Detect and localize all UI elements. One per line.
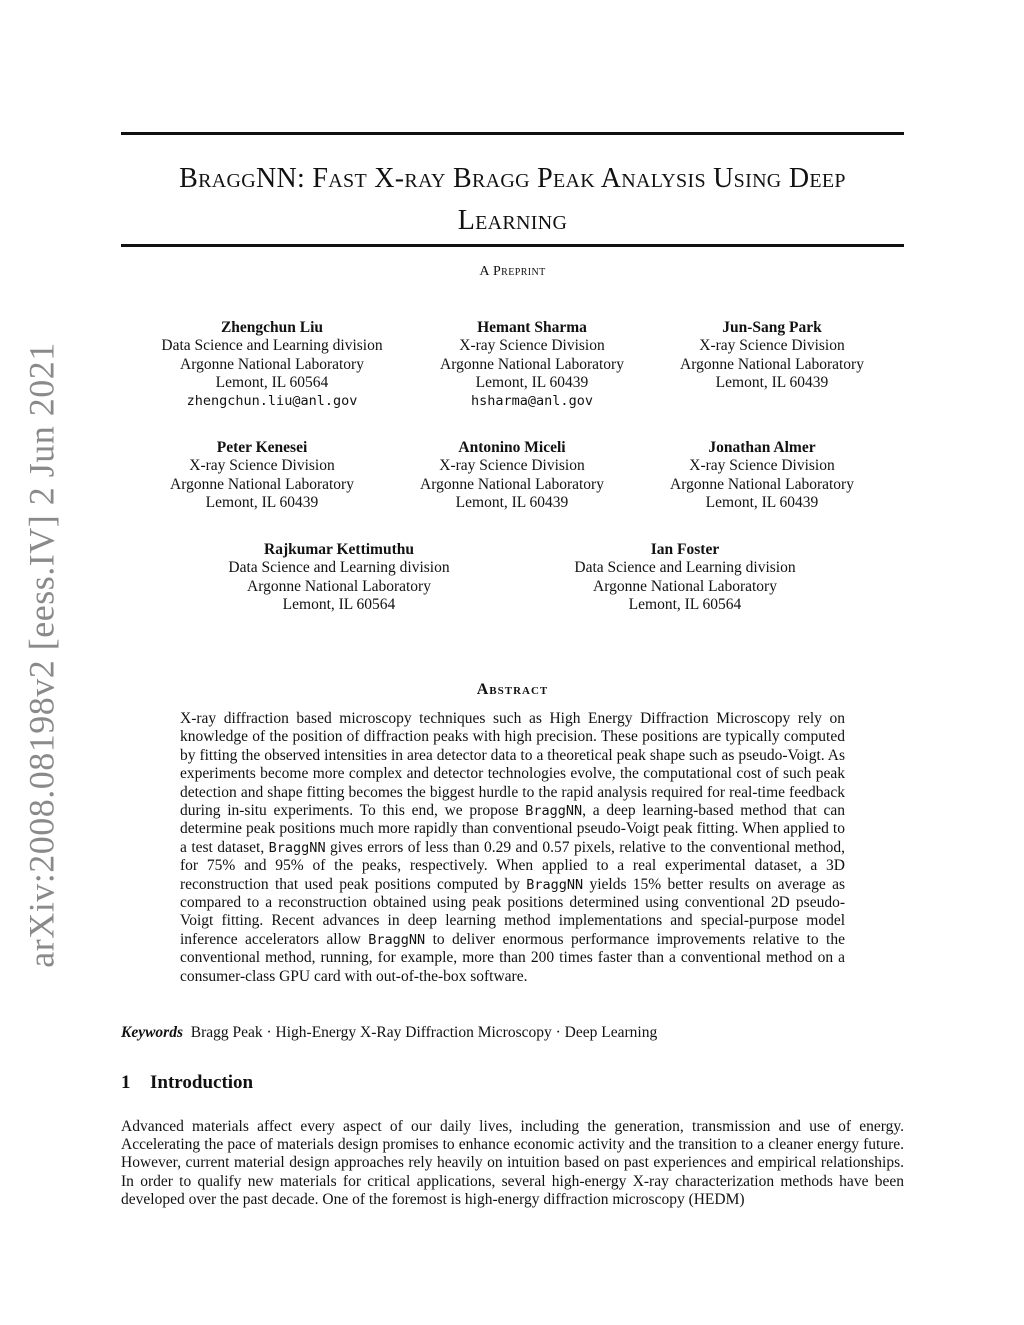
method-name: BraggNN	[268, 839, 326, 856]
section-heading	[121, 1072, 253, 1094]
author-location: Lemont, IL 60564	[628, 595, 742, 613]
author-location: Lemont, IL 60439	[475, 373, 589, 391]
author-lab: Argonne National Laboratory	[247, 577, 431, 595]
author-location: Lemont, IL 60439	[705, 493, 819, 511]
method-name: BraggNN	[368, 931, 426, 948]
intro-paragraph: Advanced materials affect every aspect of our daily lives, including the generation, transmission and use of energy. Accelerating the pace of materials design promises to enhance economic activity and the transition to a cleaner energy future. However, current material design approaches rely heavily on intuition based on past experiences and empirical relationships. In order to qualify new materials for critical applications, several high-energy X-ray characterization methods have been developed over the past decade. One of the foremost is high-energy diffraction microscopy (HEDM)	[121, 1118, 904, 1208]
arxiv-stamp	[12, 342, 72, 968]
author-division: X-ray Science Division	[459, 337, 605, 355]
title-line-2: Learning	[457, 205, 568, 236]
author-block	[141, 319, 403, 410]
author-division: Data Science and Learning division	[161, 337, 383, 355]
author-lab: Argonne National Laboratory	[680, 355, 864, 373]
author-lab: Argonne National Laboratory	[420, 475, 604, 493]
keywords	[121, 1024, 657, 1042]
abstract-part: X-ray diffraction based microscopy techniques such as High Energy Diffraction Microscopy rely on knowledge of the position of diffraction peaks with high precision. These positions are typically computed by fitting the observed intensities in area detector data to a theoretical peak shape such as pseudo-Voigt. As experiments become more complex and detector technologies evolve, the computational cost of such peak detection and shape fitting becomes the biggest hurdle to the rapid analysis required for real-time feedback during in-situ experiments. To this end, we propose	[180, 710, 845, 820]
author-block	[208, 541, 470, 614]
keywords-label: Keywords	[121, 1024, 183, 1041]
paper-title	[121, 158, 904, 242]
author-name: Antonino Miceli	[458, 439, 566, 456]
author-block	[402, 439, 622, 512]
author-location: Lemont, IL 60564	[215, 373, 329, 391]
method-name: BraggNN	[525, 803, 583, 820]
author-division: X-ray Science Division	[699, 337, 845, 355]
author-block	[411, 319, 653, 410]
author-email: zhengchun.liu@anl.gov	[186, 393, 358, 410]
author-name: Rajkumar Kettimuthu	[264, 541, 414, 558]
author-division: X-ray Science Division	[689, 457, 835, 475]
abstract-part: yields 15% better results on average as compared to a reconstruction obtained using peak positions determined using conventional 2D pseudo-Voigt fitting. Recent advances in deep learning method implementations and special-purpose model inference accelerators allow	[180, 875, 845, 948]
abstract-part: gives errors of less than 0.29 and 0.57 pixels, relative to the conventional method, for 75% and 95% of the peaks, respectively. When applied to a real experimental dataset, a 3D reconstruction that used peak positions computed by	[180, 838, 845, 893]
author-block	[554, 541, 816, 614]
author-block	[662, 319, 882, 392]
author-name: Hemant Sharma	[477, 319, 587, 336]
arxiv-id: arXiv:2008.08198v2 [eess.IV] 2 Jun 2021	[22, 342, 63, 968]
preprint-label: A Preprint	[479, 264, 546, 279]
section-number: 1	[121, 1072, 131, 1093]
abstract-text	[180, 710, 845, 986]
author-division: Data Science and Learning division	[574, 559, 796, 577]
author-name: Jun-Sang Park	[722, 319, 822, 336]
author-block	[152, 439, 372, 512]
abstract-part: , a deep learning-based method that can determine peak positions much more rapidly than conventional pseudo-Voigt peak fitting. When applied to a test dataset,	[180, 802, 846, 856]
author-location: Lemont, IL 60439	[205, 493, 319, 511]
author-name: Jonathan Almer	[708, 439, 816, 456]
author-block	[652, 439, 872, 512]
author-division: X-ray Science Division	[189, 457, 335, 475]
author-location: Lemont, IL 60439	[715, 373, 829, 391]
title-top-rule	[121, 132, 904, 135]
author-name: Zhengchun Liu	[220, 319, 324, 336]
author-division: X-ray Science Division	[439, 457, 585, 475]
author-name: Ian Foster	[650, 541, 720, 558]
keywords-text: Bragg Peak · High-Energy X-Ray Diffraction Microscopy · Deep Learning	[190, 1024, 658, 1041]
author-lab: Argonne National Laboratory	[180, 355, 364, 373]
title-line-1: BraggNN: Fast X-ray Bragg Peak Analysis Using Deep	[179, 163, 846, 194]
author-email: hsharma@anl.gov	[471, 393, 593, 410]
abstract-heading: Abstract	[476, 681, 549, 698]
author-lab: Argonne National Laboratory	[170, 475, 354, 493]
author-lab: Argonne National Laboratory	[593, 577, 777, 595]
author-division: Data Science and Learning division	[228, 559, 450, 577]
author-lab: Argonne National Laboratory	[440, 355, 624, 373]
author-location: Lemont, IL 60439	[455, 493, 569, 511]
title-bottom-rule	[121, 244, 904, 247]
abstract-part: to deliver enormous performance improvements relative to the conventional method, running, for example, more than 200 times faster than a conventional method on a consumer-class GPU card with out-of-the-box software.	[180, 930, 845, 985]
method-name: BraggNN	[526, 876, 584, 893]
author-location: Lemont, IL 60564	[282, 595, 396, 613]
section-title: Introduction	[150, 1072, 254, 1093]
author-name: Peter Kenesei	[216, 439, 308, 456]
author-lab: Argonne National Laboratory	[670, 475, 854, 493]
